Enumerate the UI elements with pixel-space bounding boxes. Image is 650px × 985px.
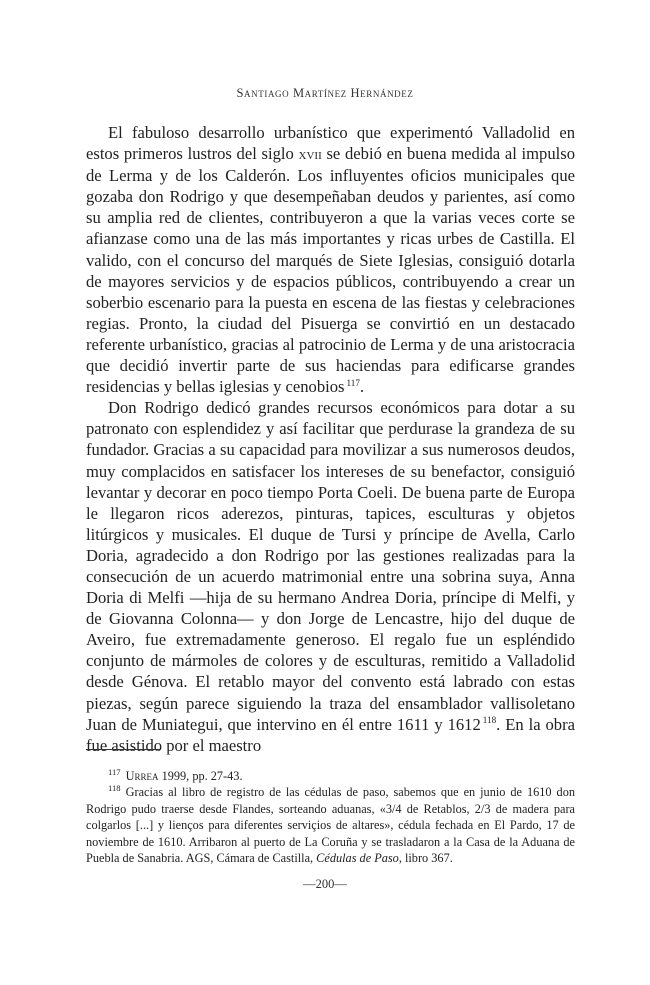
paragraph-1-text-c: . xyxy=(359,377,365,397)
running-header: Santiago Martínez Hernández xyxy=(236,86,414,100)
century-numeral: xvii xyxy=(298,146,322,164)
body-text xyxy=(86,122,575,756)
footnote-118 xyxy=(86,784,575,866)
footnote-source-title: Cédulas de Paso xyxy=(316,851,399,866)
footnote-separator xyxy=(86,749,160,750)
footnote-ref-118[interactable]: 118 xyxy=(482,715,497,726)
footnotes xyxy=(86,768,575,866)
page-number: —200— xyxy=(303,877,347,891)
footnote-text: Gracias al libro de registro de las cédulas de paso, sabemos que en junio de 1610 don Rodrigo pudo traerse desde Flandes, sorteando aduanas, «3/4 de Retablos, 2/3 de madera para colgarlos [...] y lienços para diferentes serviçios de altares», cédula fechada en El Pardo, 17 de noviembre de 1610. Arribaron al puerto de La Coruña y se trasladaron a la Casa de la Aduana de Puebla de Sanabria. AGS, Cámara de Castilla, xyxy=(86,785,575,866)
footnote-117 xyxy=(86,768,575,784)
footnote-text-end: , libro 367. xyxy=(398,851,453,866)
footnote-ref-117[interactable]: 117 xyxy=(346,377,360,388)
footnote-number: 118 xyxy=(108,783,121,794)
paragraph-1-text-b: se debió en buena medida al impulso de Lerma y de los Calderón. Los influyentes oficios municipales que gozaba don Rodrigo y que desempeñaban deudos y parientes, así como su amplia red de clientes, contribuyeron a que la varias veces corte se afianzase como una de las más importantes y ricas urbes de Castilla. El valido, con el concurso del marqués de Siete Iglesias, consiguió dotarla de mayores servicios y de espacios públicos, contribuyendo a crear un soberbio escenario para la puesta en escena de las fiestas y celebraciones regias. Pronto, la ciudad del Pisuerga se convirtió en un destacado referente urbanístico, gracias al patrocinio de Lerma y de una aristocracia que decidió invertir parte de sus haciendas para edificarse grandes residencias y bellas iglesias y cenobios xyxy=(86,144,575,397)
paragraph-2-text-a: Don Rodrigo dedicó grandes recursos económicos para dotar a su patronato con esplendidez y así facilitar que perdurase la grandeza de su fundador. Gracias a su capacidad para movilizar a sus numerosos deudos, muy complacidos en satisfacer los intereses de su benefactor, consiguió levantar y decorar en poco tiempo Porta Coeli. De buena parte de Europa le llegaron ricos aderezos, pinturas, tapices, esculturas y objetos litúrgicos y musicales. El duque de Tursi y príncipe de Avella, Carlo Doria, agradecido a don Rodrigo por las gestiones realizadas para la consecución de un acuerdo matrimonial entre una sobrina suya, Anna Doria di Melfi —hija de su hermano Andrea Doria, príncipe di Melfi, y de Giovanna Colonna— y don Jorge de Lencastre, hijo del duque de Aveiro, fue extremadamente generoso. El regalo fue un espléndido conjunto de mármoles de colores y de esculturas, remitido a Valladolid desde Génova. El retablo mayor del convento está labrado con estas piezas, según parece siguiendo la traza del ensamblador vallisoletano Juan de Muniategui, que intervino en él entre 1611 y 1612 xyxy=(86,398,575,734)
paragraph-1-text-a: El fabuloso desarrollo urbanístico que experimentó Valladolid en estos primeros lustros del siglo xyxy=(86,123,575,164)
paragraph-2 xyxy=(86,397,575,756)
footnote-number: 117 xyxy=(108,766,121,777)
paragraph-2-text-b: . En la obra fue asistido por el maestro xyxy=(86,714,575,755)
footnote-author: Urrea xyxy=(125,769,159,783)
paragraph-1 xyxy=(86,122,575,397)
footnote-text: 1999, pp. 27-43. xyxy=(158,769,243,783)
